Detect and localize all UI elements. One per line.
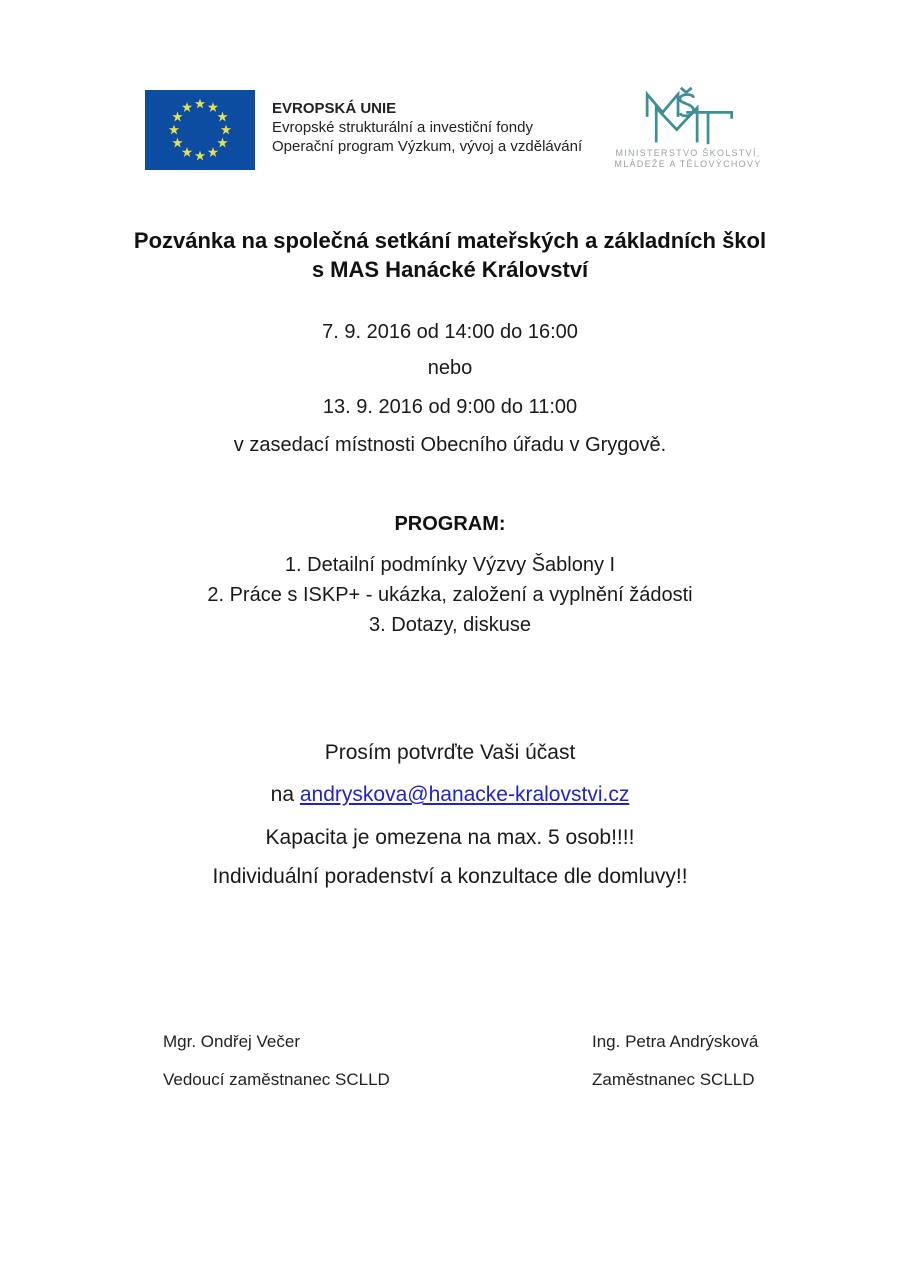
rsvp-email-line [0,782,900,807]
signature-left-role: Vedoucí zaměstnanec SCLLD [163,1070,390,1089]
eu-subtitle-2: Operační program Výzkum, vývoj a vzdělávání [272,138,583,155]
program-item-1: 1. Detailní podmínky Výzvy Šablony I [284,554,616,576]
rsvp-individual-line: Individuální poradenství a konzultace dle domluvy!! [212,865,688,888]
rsvp-email-prefix: na [270,783,300,806]
schedule-or-label: nebo [427,357,473,379]
eu-subtitle-1: Evropské strukturální a investiční fondy [272,119,533,136]
eu-title: EVROPSKÁ UNIE [272,100,397,117]
signature-right-role: Zaměstnanec SCLLD [592,1070,755,1089]
msmt-line-2: MLÁDEŽE A TĚLOVÝCHOVY [614,159,762,169]
signature-right [592,1032,758,1090]
page-title-line-1: Pozvánka na společná setkání mateřských a základních škol [133,228,767,253]
rsvp-email-link[interactable]: andryskova@hanacke-kralovstvi.cz [299,783,630,806]
schedule-date-1: 7. 9. 2016 od 14:00 do 16:00 [322,321,578,343]
msmt-monogram-icon [636,86,741,146]
eu-logo-block [145,90,582,170]
program-list [0,550,900,640]
program-heading: PROGRAM: [394,513,506,535]
program-item-3: 3. Dotazy, diskuse [369,614,531,636]
eu-flag-icon [145,90,255,170]
page-title-line-2: s MAS Hanácké Království [311,257,589,282]
msmt-ministry-text [590,148,786,170]
rsvp-capacity-line: Kapacita je omezena na max. 5 osob!!!! [265,826,635,849]
page-title [0,226,900,284]
schedule-date-2: 13. 9. 2016 od 9:00 do 11:00 [322,396,578,418]
schedule-location: v zasedací místnosti Obecního úřadu v Grygově. [233,434,667,456]
program-item-2: 2. Práce s ISKP+ - ukázka, založení a vyplnění žádosti [207,584,693,606]
signature-left [163,1032,390,1090]
msmt-line-1: MINISTERSTVO ŠKOLSTVÍ, [615,148,761,158]
signature-right-name: Ing. Petra Andrýsková [592,1032,759,1051]
msmt-logo-block [590,86,786,170]
eu-text-block [272,90,582,170]
signature-left-name: Mgr. Ondřej Večer [163,1032,301,1051]
rsvp-confirm-line: Prosím potvrďte Vaši účast [324,741,576,764]
